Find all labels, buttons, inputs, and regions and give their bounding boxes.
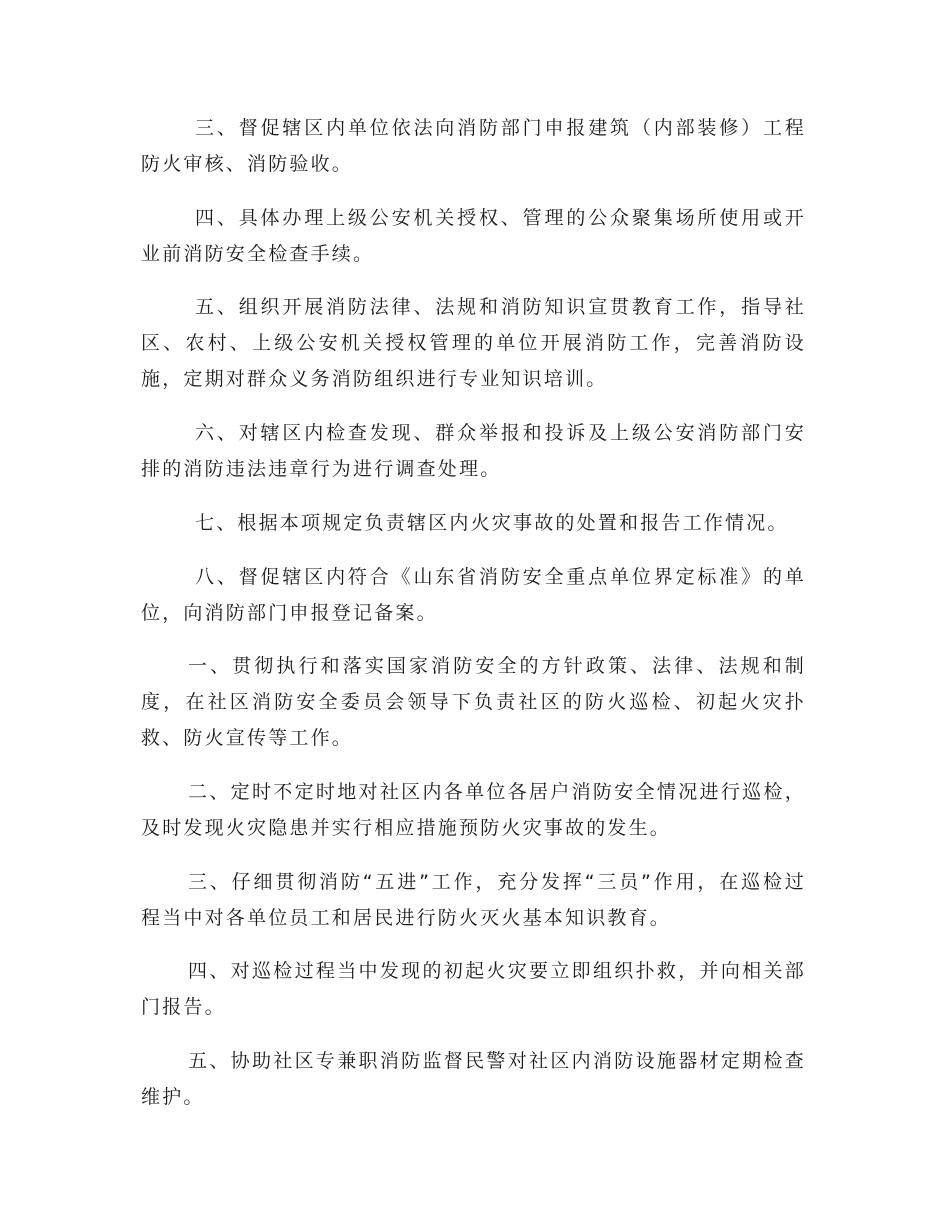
- paragraph-8: 二、定时不定时地对社区内各单位各居户消防安全情况进行巡检，及时发现火灾隐患并实行相应措施预防火灾事故的发生。: [141, 781, 806, 839]
- paragraph-5: 七、根据本项规定负责辖区内火灾事故的处置和报告工作情况。: [195, 512, 789, 534]
- paragraph-1: 三、督促辖区内单位依法向消防部门申报建筑（内部装修）工程防火审核、消防验收。: [141, 117, 806, 175]
- paragraph-11: 五、协助社区专兼职消防监督民警对社区内消防设施器材定期检查维护。: [141, 1050, 806, 1108]
- paragraph-10: 四、对巡检过程当中发现的初起火灾要立即组织扑救，并向相关部门报告。: [141, 960, 806, 1018]
- paragraph-4: 六、对辖区内检查发现、群众举报和投诉及上级公安消防部门安排的消防违法违章行为进行调查处理。: [141, 422, 806, 480]
- paragraph-9: 三、仔细贯彻消防“五进”工作，充分发挥“三员”作用，在巡检过程当中对各单位员工和居民进行防火灭火基本知识教育。: [141, 871, 806, 929]
- paragraph-3: 五、组织开展消防法律、法规和消防知识宣贯教育工作，指导社区、农村、上级公安机关授权管理的单位开展消防工作，完善消防设施，定期对群众义务消防组织进行专业知识培训。: [141, 296, 806, 390]
- paragraph-7: 一、贯彻执行和落实国家消防安全的方针政策、法律、法规和制度，在社区消防安全委员会领导下负责社区的防火巡检、初起火灾扑救、防火宣传等工作。: [141, 655, 806, 749]
- paragraph-6: 八、督促辖区内符合《山东省消防安全重点单位界定标准》的单位，向消防部门申报登记备案。: [141, 566, 806, 624]
- paragraph-2: 四、具体办理上级公安机关授权、管理的公众聚集场所使用或开业前消防安全检查手续。: [141, 207, 806, 265]
